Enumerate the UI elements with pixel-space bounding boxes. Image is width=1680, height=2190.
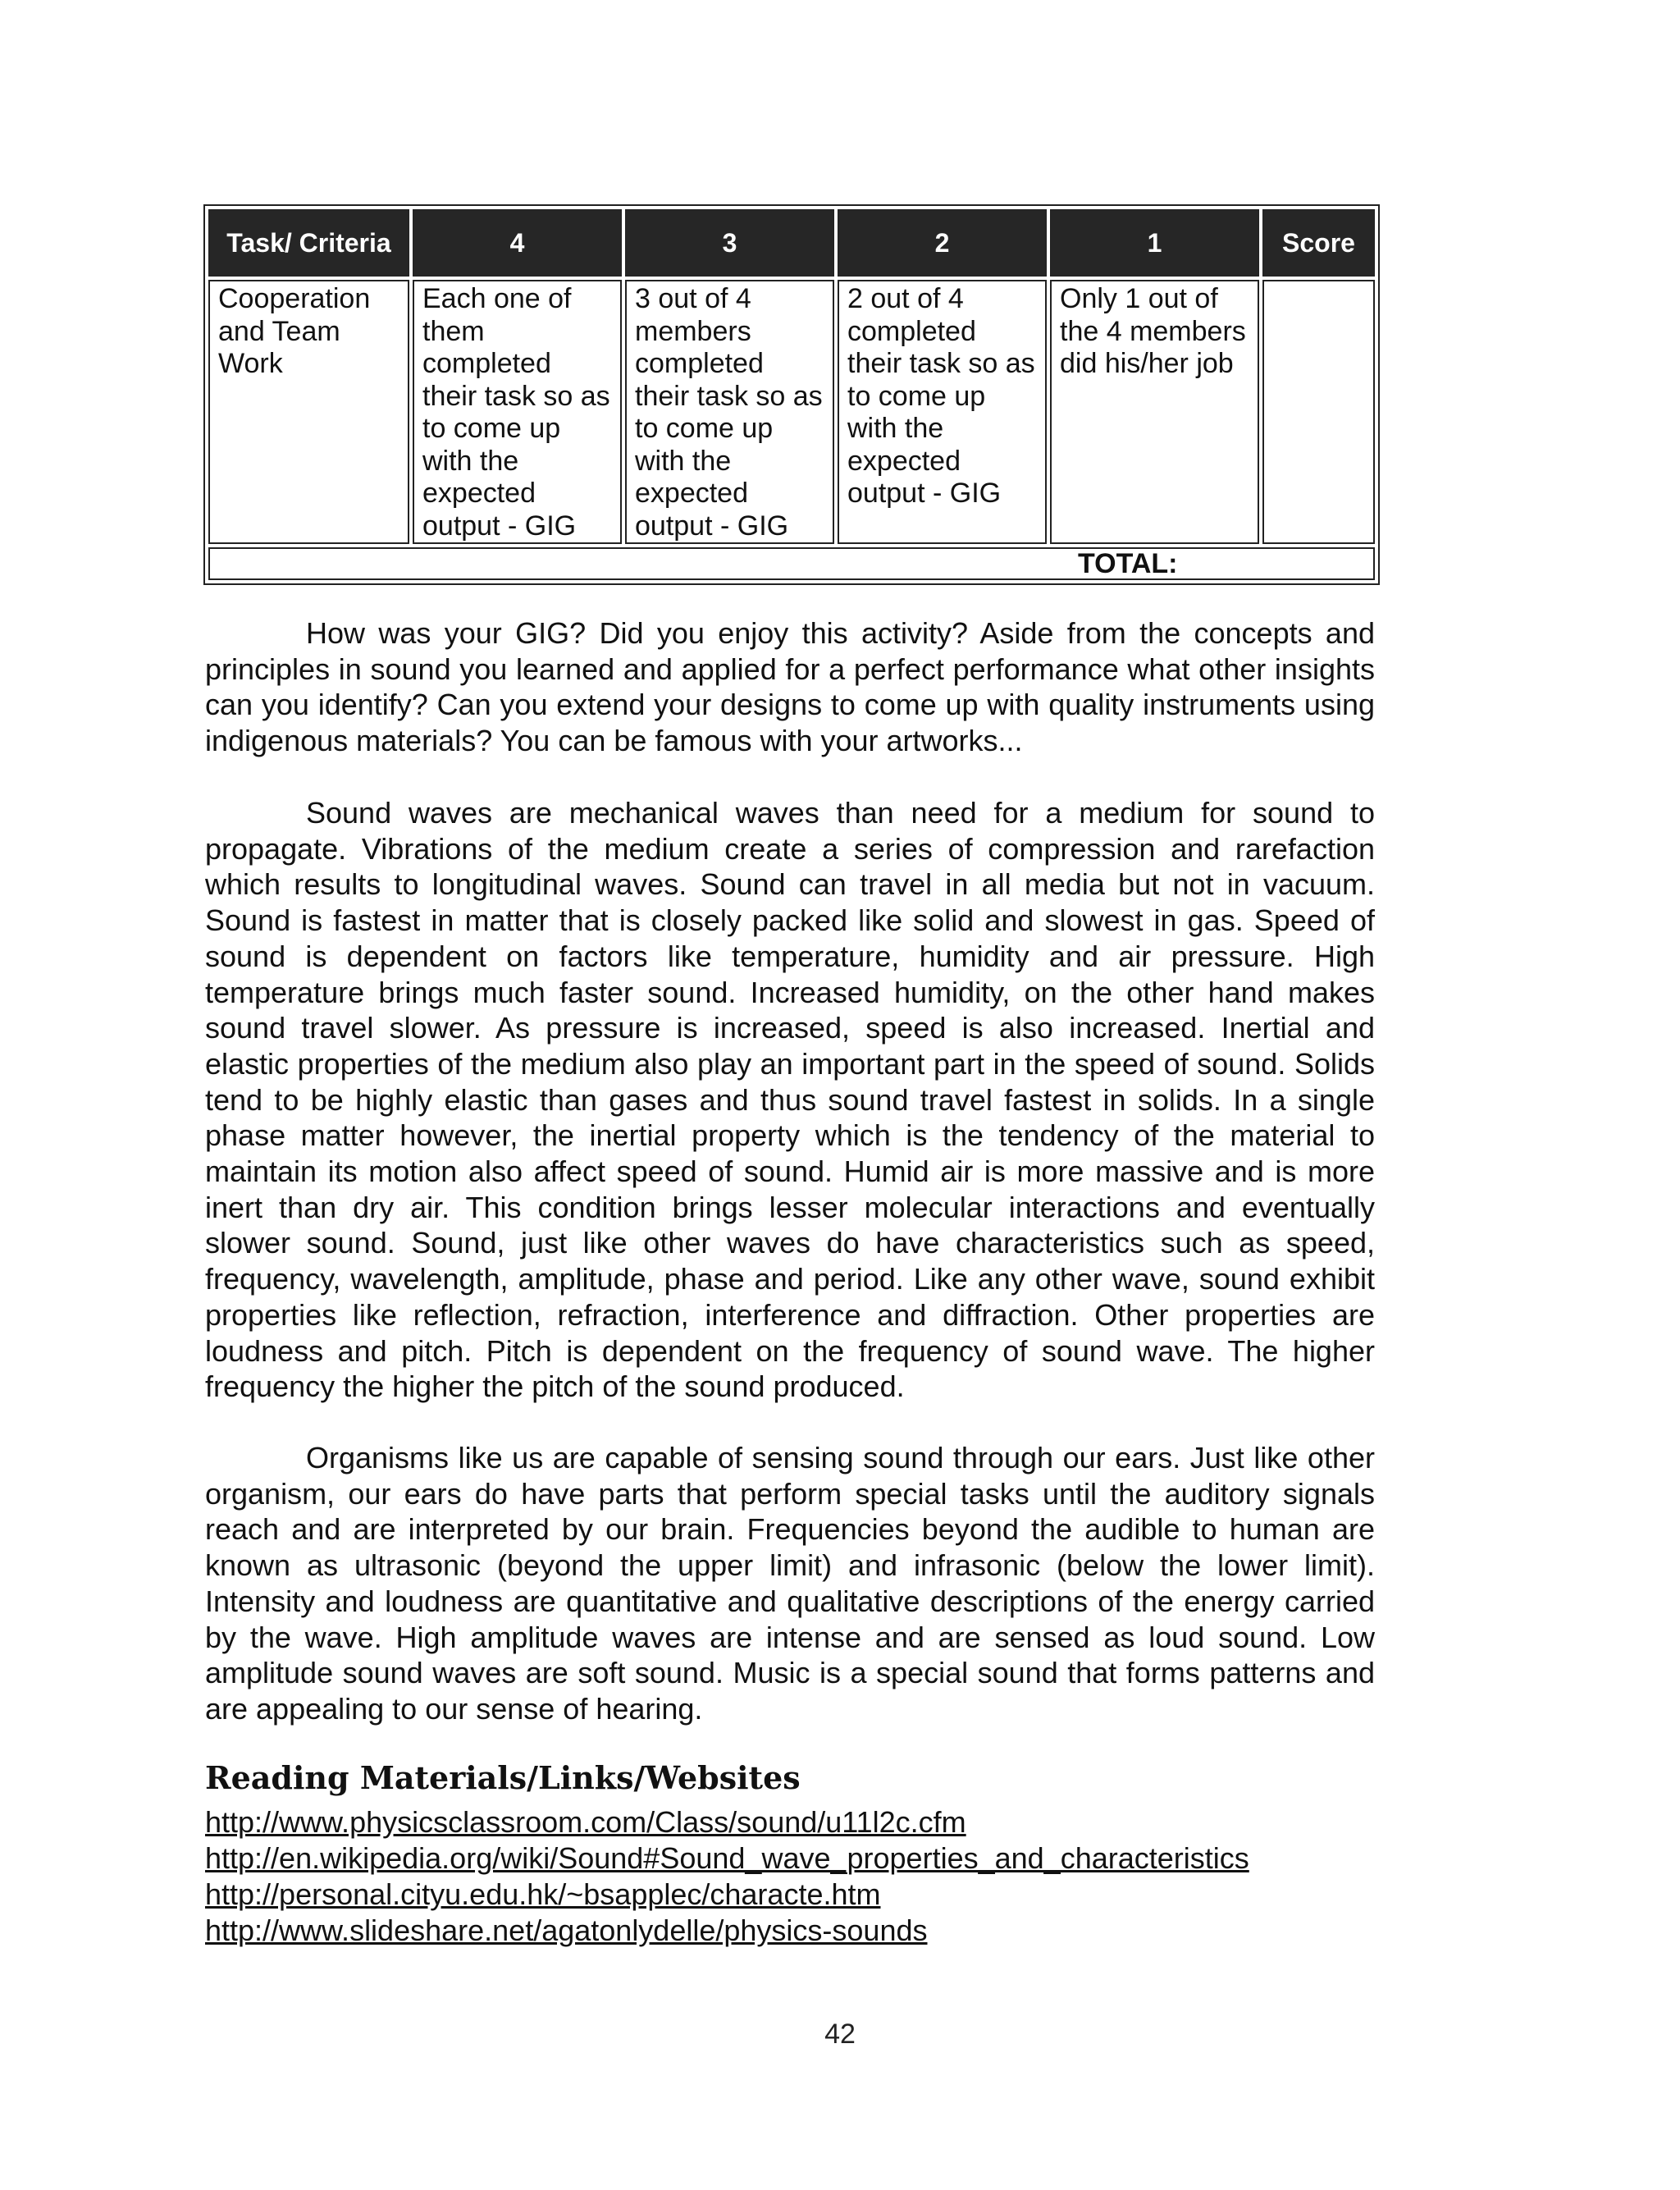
list-item [205,1877,1249,1913]
level-1-cell: Only 1 out of the 4 members did his/her job [1050,280,1259,544]
header-score: Score [1262,209,1375,277]
rubric-table [203,204,1380,585]
total-label: TOTAL: [1078,548,1178,579]
link-wikipedia[interactable]: http://en.wikipedia.org/wiki/Sound#Sound_wave_properties_and_characteristics [205,1841,1249,1875]
link-cityu[interactable]: http://personal.cityu.edu.hk/~bsapplec/characte.htm [205,1877,881,1911]
header-score-4: 4 [413,209,622,277]
header-score-2: 2 [838,209,1047,277]
list-item [205,1804,1249,1840]
rubric-header-row [208,209,1375,277]
paragraph-gig-reflection: How was your GIG? Did you enjoy this activity? Aside from the concepts and principles in sound you learned and applied for a perfect performance what other insights can you identify? Can you extend your designs to come up with quality instruments using indigenous materials? You can be famous with your artworks... [205,616,1375,758]
paragraph-sound-waves: Sound waves are mechanical waves than need for a medium for sound to propagate. Vibrations of the medium create a series of compression and rarefaction which results to longitudinal waves. Sound can travel in all media but not in vacuum. Sound is fastest in matter that is closely packed like solid and slowest in gas. Speed of sound is dependent on factors like temperature, humidity and air pressure. High temperature brings much faster sound. Increased humidity, on the other hand makes sound travel slower. As pressure is increased, speed is also increased. Inertial and elastic properties of the medium also play an important part in the speed of sound. Solids tend to be highly elastic than gases and thus sound travel fastest in solids. In a single phase matter however, the inertial property which is the tendency of the material to maintain its motion also affect speed of sound. Humid air is more massive and is more inert than dry air. This condition brings lesser molecular interactions and eventually slower sound. Sound, just like other waves do have characteristics such as speed, frequency, wavelength, amplitude, phase and period. Like any other wave, sound exhibit properties like reflection, refraction, interference and diffraction. Other properties are loudness and pitch. Pitch is dependent on the frequency of sound wave. The higher frequency the higher the pitch of the sound produced. [205,796,1375,1404]
list-item [205,1840,1249,1877]
level-2-cell: 2 out of 4 completed their task so as to come up with the expected output - GIG [838,280,1047,544]
total-cell [208,547,1375,580]
level-3-cell: 3 out of 4 members completed their task so as to come up with the expected output - GIG [625,280,834,544]
rubric-total-row [208,547,1375,580]
list-item [205,1913,1249,1949]
reading-materials-heading: Reading Materials/Links/Websites [205,1759,801,1796]
score-cell[interactable] [1262,280,1375,544]
header-task-criteria: Task/ Criteria [208,209,409,277]
rubric-row-cooperation [208,280,1375,544]
header-score-1: 1 [1050,209,1259,277]
link-physicsclassroom[interactable]: http://www.physicsclassroom.com/Class/sound/u11l2c.cfm [205,1805,966,1839]
criteria-cell: Cooperation and Team Work [208,280,409,544]
header-score-3: 3 [625,209,834,277]
page-number: 42 [824,2019,856,2050]
reading-links-list [205,1804,1249,1949]
level-4-cell: Each one of them completed their task so as to come up with the expected output - GIG [413,280,622,544]
paragraph-hearing: Organisms like us are capable of sensing sound through our ears. Just like other organism, our ears do have parts that perform special tasks until the auditory signals reach and are interpreted by our brain. Frequencies beyond the audible to human are known as ultrasonic (beyond the upper limit) and infrasonic (below the lower limit). Intensity and loudness are quantitative and qualitative descriptions of the energy carried by the wave. High amplitude waves are intense and are sensed as loud sound. Low amplitude sound waves are soft sound. Music is a special sound that forms patterns and are appealing to our sense of hearing. [205,1441,1375,1726]
link-slideshare[interactable]: http://www.slideshare.net/agatonlydelle/physics-sounds [205,1913,928,1947]
